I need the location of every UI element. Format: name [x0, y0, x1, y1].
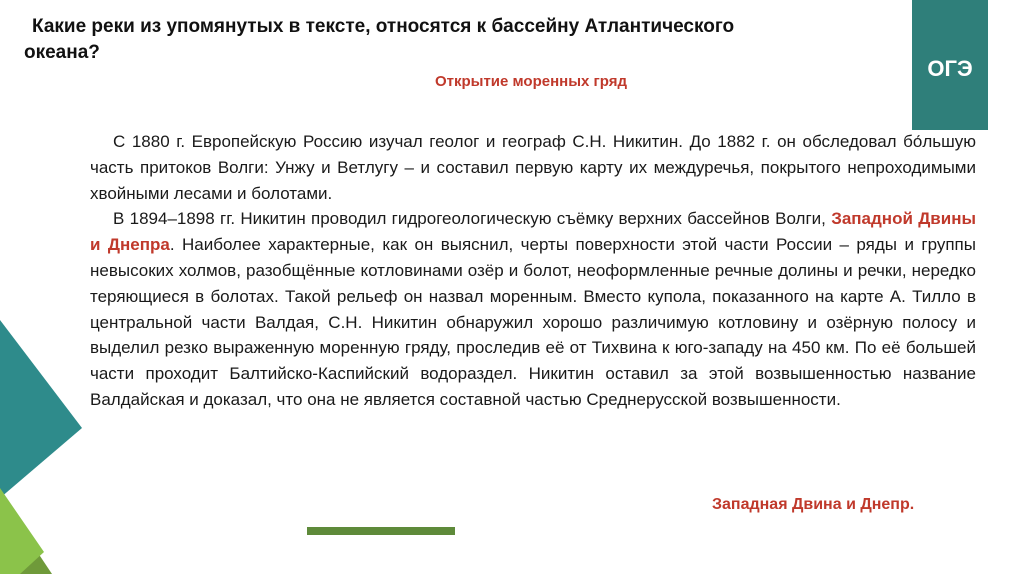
body-text	[90, 129, 976, 413]
question-heading	[24, 14, 884, 66]
bottom-divider	[307, 527, 455, 535]
text-subtitle: Открытие моренных гряд	[434, 73, 628, 90]
oge-badge-label: ОГЭ	[927, 56, 973, 81]
paragraph-2-start: В 1894–1898 гг. Никитин проводил гидрогеологическую съёмку верхних бассейнов Волги,	[113, 209, 832, 229]
paragraph-2-rest: . Наиболее характерные, как он выяснил, черты поверхности этой части России – ряды и группы невысоких холмов, разобщённые котловинами озёр и болот, неоформленные речные долины и речки, нередко теряющиеся в болотах. Такой рельеф он назвал моренным. Вместо купола, показанного на карте А. Тилло в центральной части Валдая, С.Н. Никитин обнаружил хорошо различимую котловину и озёрную полосу и выделил резко выраженную моренную гряду, проследив её от Тихвина к юго-западу на 450 км. По её большей части проходит Балтийско-Каспийский водораздел. Никитин оставил за этой возвышенностью название Валдайская и доказал, что она не является составной частью Среднерусской возвышенности.	[90, 235, 976, 409]
answer-text: Западная Двина и Днепр.	[712, 496, 915, 513]
highlighted-rivers: Западной Двины и Днепра	[90, 209, 976, 255]
oge-badge	[912, 0, 988, 130]
paragraph-2	[90, 206, 976, 412]
question-line-2: океана?	[24, 42, 100, 63]
paragraph-1: С 1880 г. Европейскую Россию изучал геолог и географ С.Н. Никитин. До 1882 г. он обследовал бо́льшую часть притоков Волги: Унжу и Ветлугу – и составил первую карту их междуречья, покрытого непроходимыми хвойными лесами и болотами.	[90, 132, 976, 203]
question-line-1: Какие реки из упомянутых в тексте, относятся к бассейну Атлантического	[32, 16, 735, 37]
decorative-triangles	[0, 320, 90, 574]
deco-teal-triangle	[0, 320, 82, 498]
